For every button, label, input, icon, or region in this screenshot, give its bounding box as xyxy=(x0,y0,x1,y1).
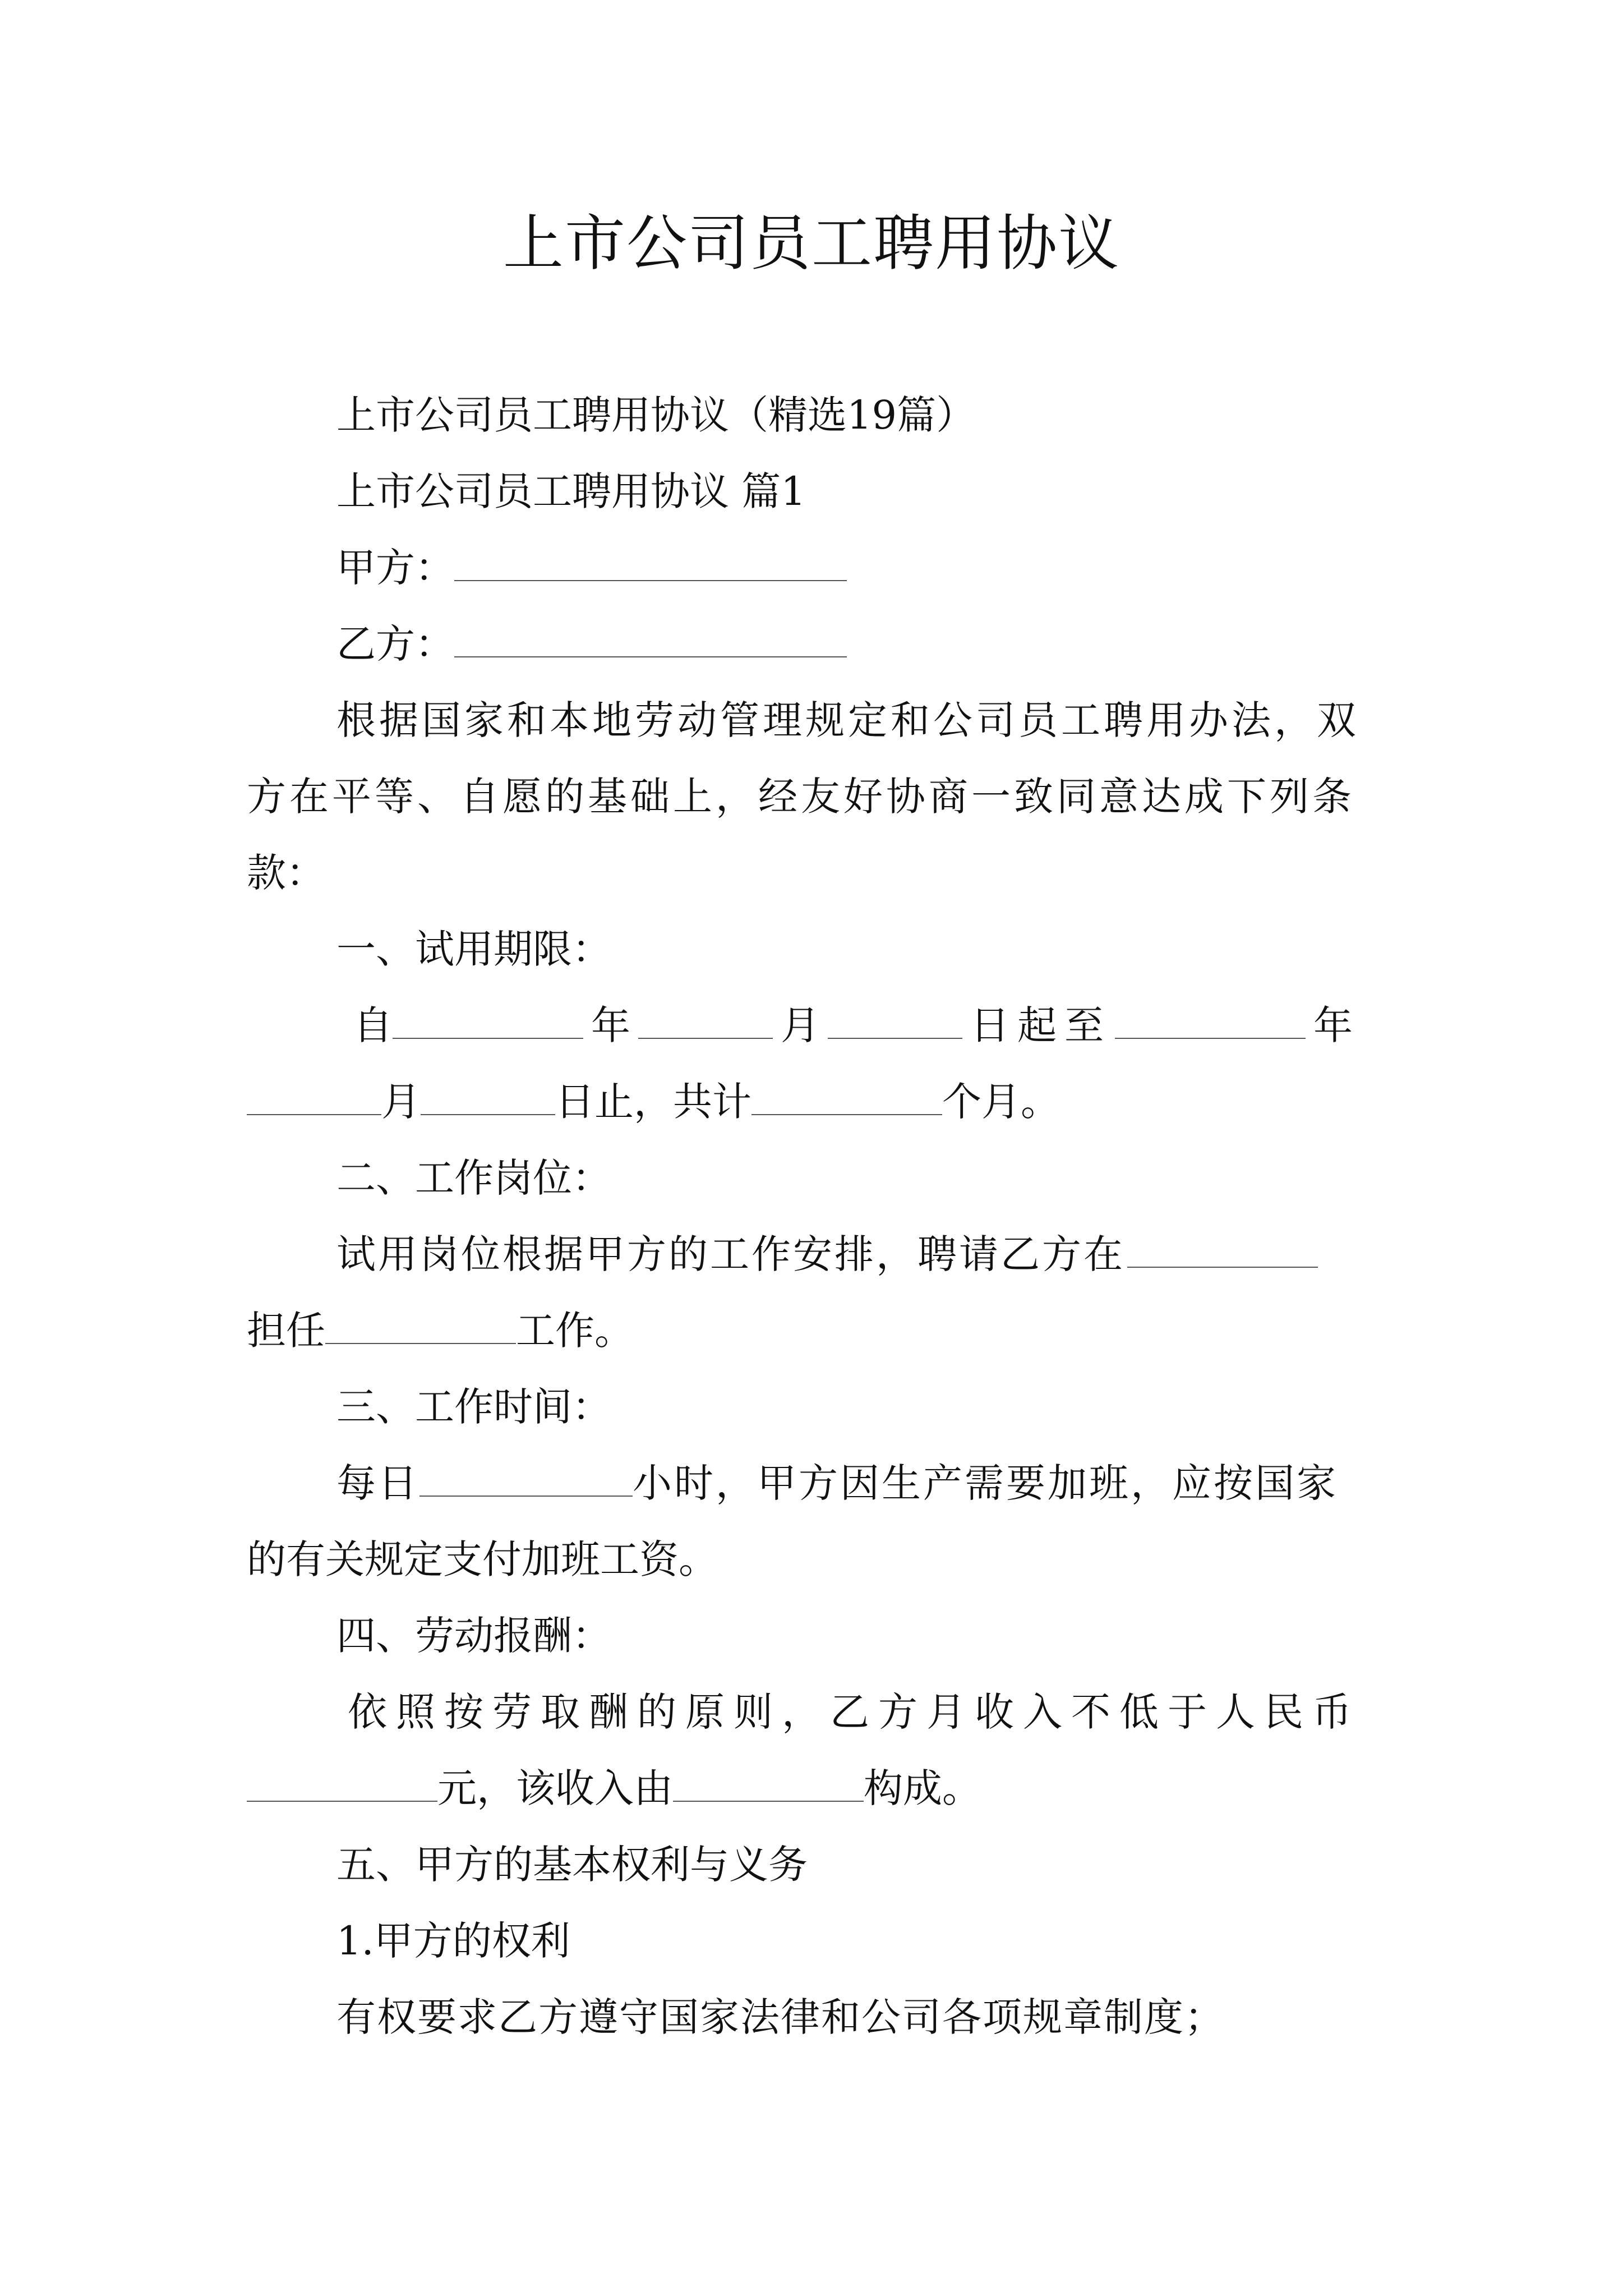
section3-heading: 三、工作时间： xyxy=(336,1384,611,1430)
section4-composition-blank xyxy=(673,1768,864,1802)
section1-period-line1 xyxy=(353,997,1353,1053)
period-month1: 月 xyxy=(781,1002,820,1048)
party-a-line xyxy=(336,540,847,596)
period-day2-blank xyxy=(421,1082,555,1115)
section2-heading: 二、工作岗位： xyxy=(336,1155,611,1201)
period-day1-blank xyxy=(828,1005,962,1039)
period-year2-blank xyxy=(1115,1005,1306,1039)
party-b-blank xyxy=(454,624,847,657)
party-a-blank xyxy=(454,547,847,581)
section3-text1: 每日 xyxy=(336,1460,419,1506)
document-subtitle: 上市公司员工聘用协议（精选19篇） xyxy=(336,392,976,438)
section1-heading: 一、试用期限： xyxy=(336,926,611,972)
section3-hours-blank xyxy=(419,1463,633,1497)
section5-subheading: 1.甲方的权利 xyxy=(336,1918,570,1964)
intro-paragraph-line2: 方在平等、自愿的基础上，经友好协商一致同意达成下列条 xyxy=(247,774,1355,820)
section3-line1 xyxy=(336,1455,1338,1511)
period-month1-blank xyxy=(638,1005,773,1039)
period-months-blank xyxy=(751,1082,942,1115)
period-day2: 日止，共计 xyxy=(555,1079,751,1125)
document-title: 上市公司员工聘用协议 xyxy=(502,209,1120,279)
section2-line1 xyxy=(336,1226,1318,1282)
section3-line2: 的有关规定支付加班工资。 xyxy=(247,1536,718,1582)
section2-text3: 工作。 xyxy=(516,1308,634,1354)
section5-text1: 有权要求乙方遵守国家法律和公司各项规章制度； xyxy=(336,1994,1225,2040)
section2-place-blank xyxy=(1127,1234,1318,1268)
section2-line2 xyxy=(247,1303,634,1359)
section1-period-line2 xyxy=(247,1074,1060,1130)
section3-text2: 小时，甲方因生产需要加班，应按国家 xyxy=(633,1460,1338,1506)
intro-paragraph-line3: 款： xyxy=(247,850,325,896)
section4-amount-blank xyxy=(247,1768,437,1802)
section5-heading: 五、甲方的基本权利与义务 xyxy=(336,1842,808,1888)
party-a-label: 甲方： xyxy=(336,545,454,591)
section4-line2 xyxy=(247,1760,981,1816)
period-month2-blank xyxy=(247,1082,381,1115)
party-b-line xyxy=(336,616,847,672)
intro-paragraph-line1: 根据国家和本地劳动管理规定和公司员工聘用办法，双 xyxy=(336,697,1359,743)
party-b-label: 乙方： xyxy=(336,621,454,667)
period-months: 个月。 xyxy=(942,1079,1060,1125)
section2-job-blank xyxy=(325,1310,516,1344)
period-day1: 日起至 xyxy=(970,1002,1112,1048)
section2-text1: 试用岗位根据甲方的工作安排，聘请乙方在 xyxy=(336,1231,1125,1277)
section4-text2: 元，该收入由 xyxy=(437,1765,673,1811)
period-month2: 月 xyxy=(381,1079,421,1125)
article-heading: 上市公司员工聘用协议 篇1 xyxy=(336,468,806,514)
period-year2: 年 xyxy=(1313,1002,1353,1048)
section4-heading: 四、劳动报酬： xyxy=(336,1613,611,1659)
period-year1-blank xyxy=(393,1005,583,1039)
section4-text3: 构成。 xyxy=(864,1765,981,1811)
section4-line1: 依照按劳取酬的原则，乙方月收入不低于人民币 xyxy=(348,1689,1361,1735)
period-year1: 年 xyxy=(591,1002,630,1048)
section2-text2: 担任 xyxy=(247,1308,325,1354)
period-from: 自 xyxy=(353,1002,393,1048)
